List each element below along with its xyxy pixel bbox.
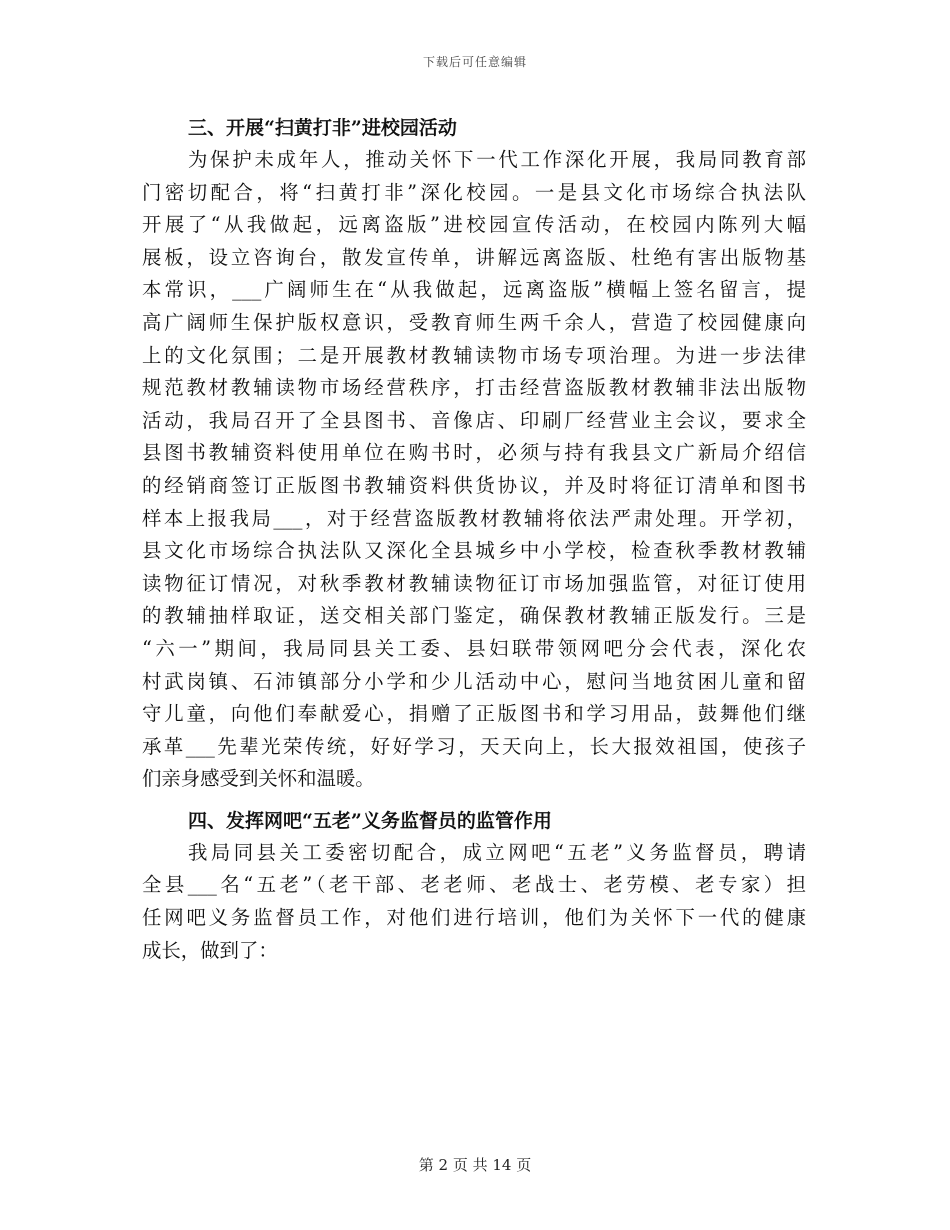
- section-spacer: [142, 796, 806, 805]
- paragraph-line: 成长，做到了：: [142, 938, 278, 962]
- section-heading-4: 四、发挥网吧“五老”义务监督员的监管作用: [188, 809, 552, 832]
- section-3-paragraph: [142, 144, 806, 796]
- paragraph-line: 守儿童，向他们奉献爱心，捐赠了正版图书和学习用品，鼓舞他们继: [142, 702, 806, 726]
- paragraph-line: 为保护未成年人，推动关怀下一代工作深化开展，我局同教育部: [188, 148, 806, 171]
- paragraph-line: 高广阔师生保护版权意识，受教育师生两千余人，营造了校园健康向: [142, 310, 806, 334]
- paragraph-line: 的教辅抽样取证，送交相关部门鉴定，确保教材教辅正版发行。三是: [142, 604, 806, 628]
- paragraph-line: 规范教材教辅读物市场经营秩序，打击经营盗版教材教辅非法出版物: [142, 376, 806, 400]
- paragraph-line: 本常识，___广阔师生在“从我做起，远离盗版”横幅上签名留言，提: [142, 278, 806, 302]
- paragraph-line: 上的文化氛围；二是开展教材教辅读物市场专项治理。为进一步法律: [142, 343, 806, 367]
- paragraph-line: “六一”期间，我局同县关工委、县妇联带领网吧分会代表，深化农: [142, 636, 806, 660]
- page-header-note: 下载后可任意编辑: [422, 55, 527, 69]
- paragraph-line: 样本上报我局___，对于经营盗版教材教辅将依法严肃处理。开学初，: [142, 506, 806, 530]
- paragraph-line: 们亲身感受到关怀和温暖。: [142, 767, 375, 791]
- paragraph-line: 门密切配合，将“扫黄打非”深化校园。一是县文化市场综合执法队: [142, 180, 806, 204]
- paragraph-line: 我局同县关工委密切配合，成立网吧“五老”义务监督员，聘请: [188, 840, 806, 864]
- paragraph-line: 县图书教辅资料使用单位在购书时，必须与持有我县文广新局介绍信: [142, 441, 806, 465]
- section-4-paragraph: [142, 837, 806, 967]
- paragraph-line: 的经销商签订正版图书教辅资料供货协议，并及时将征订清单和图书: [142, 473, 806, 497]
- page-number: 第 2 页 共 14 页: [418, 1156, 532, 1174]
- paragraph-line: 展板，设立咨询台，散发宣传单，讲解远离盗版、杜绝有害出版物基: [142, 245, 806, 269]
- paragraph-line: 承革___先辈光荣传统，好好学习，天天向上，长大报效祖国，使孩子: [142, 734, 806, 758]
- document-body: [142, 112, 806, 967]
- paragraph-line: 任网吧义务监督员工作，对他们进行培训，他们为关怀下一代的健康: [142, 906, 806, 930]
- paragraph-line: 读物征订情况，对秋季教材教辅读物征订市场加强监管，对征订使用: [142, 571, 806, 595]
- paragraph-line: 村武岗镇、石沛镇部分小学和少儿活动中心，慰问当地贫困儿童和留: [142, 669, 806, 693]
- paragraph-line: 全县___名“五老”（老干部、老老师、老战士、老劳模、老专家）担: [142, 873, 806, 897]
- section-heading-3: 三、开展“扫黄打非”进校园活动: [188, 117, 457, 139]
- paragraph-line: 活动，我局召开了全县图书、音像店、印刷厂经营业主会议，要求全: [142, 408, 806, 432]
- paragraph-line: 县文化市场综合执法队又深化全县城乡中小学校，检查秋季教材教辅: [142, 539, 806, 563]
- paragraph-line: 开展了“从我做起，远离盗版”进校园宣传活动，在校园内陈列大幅: [142, 213, 806, 237]
